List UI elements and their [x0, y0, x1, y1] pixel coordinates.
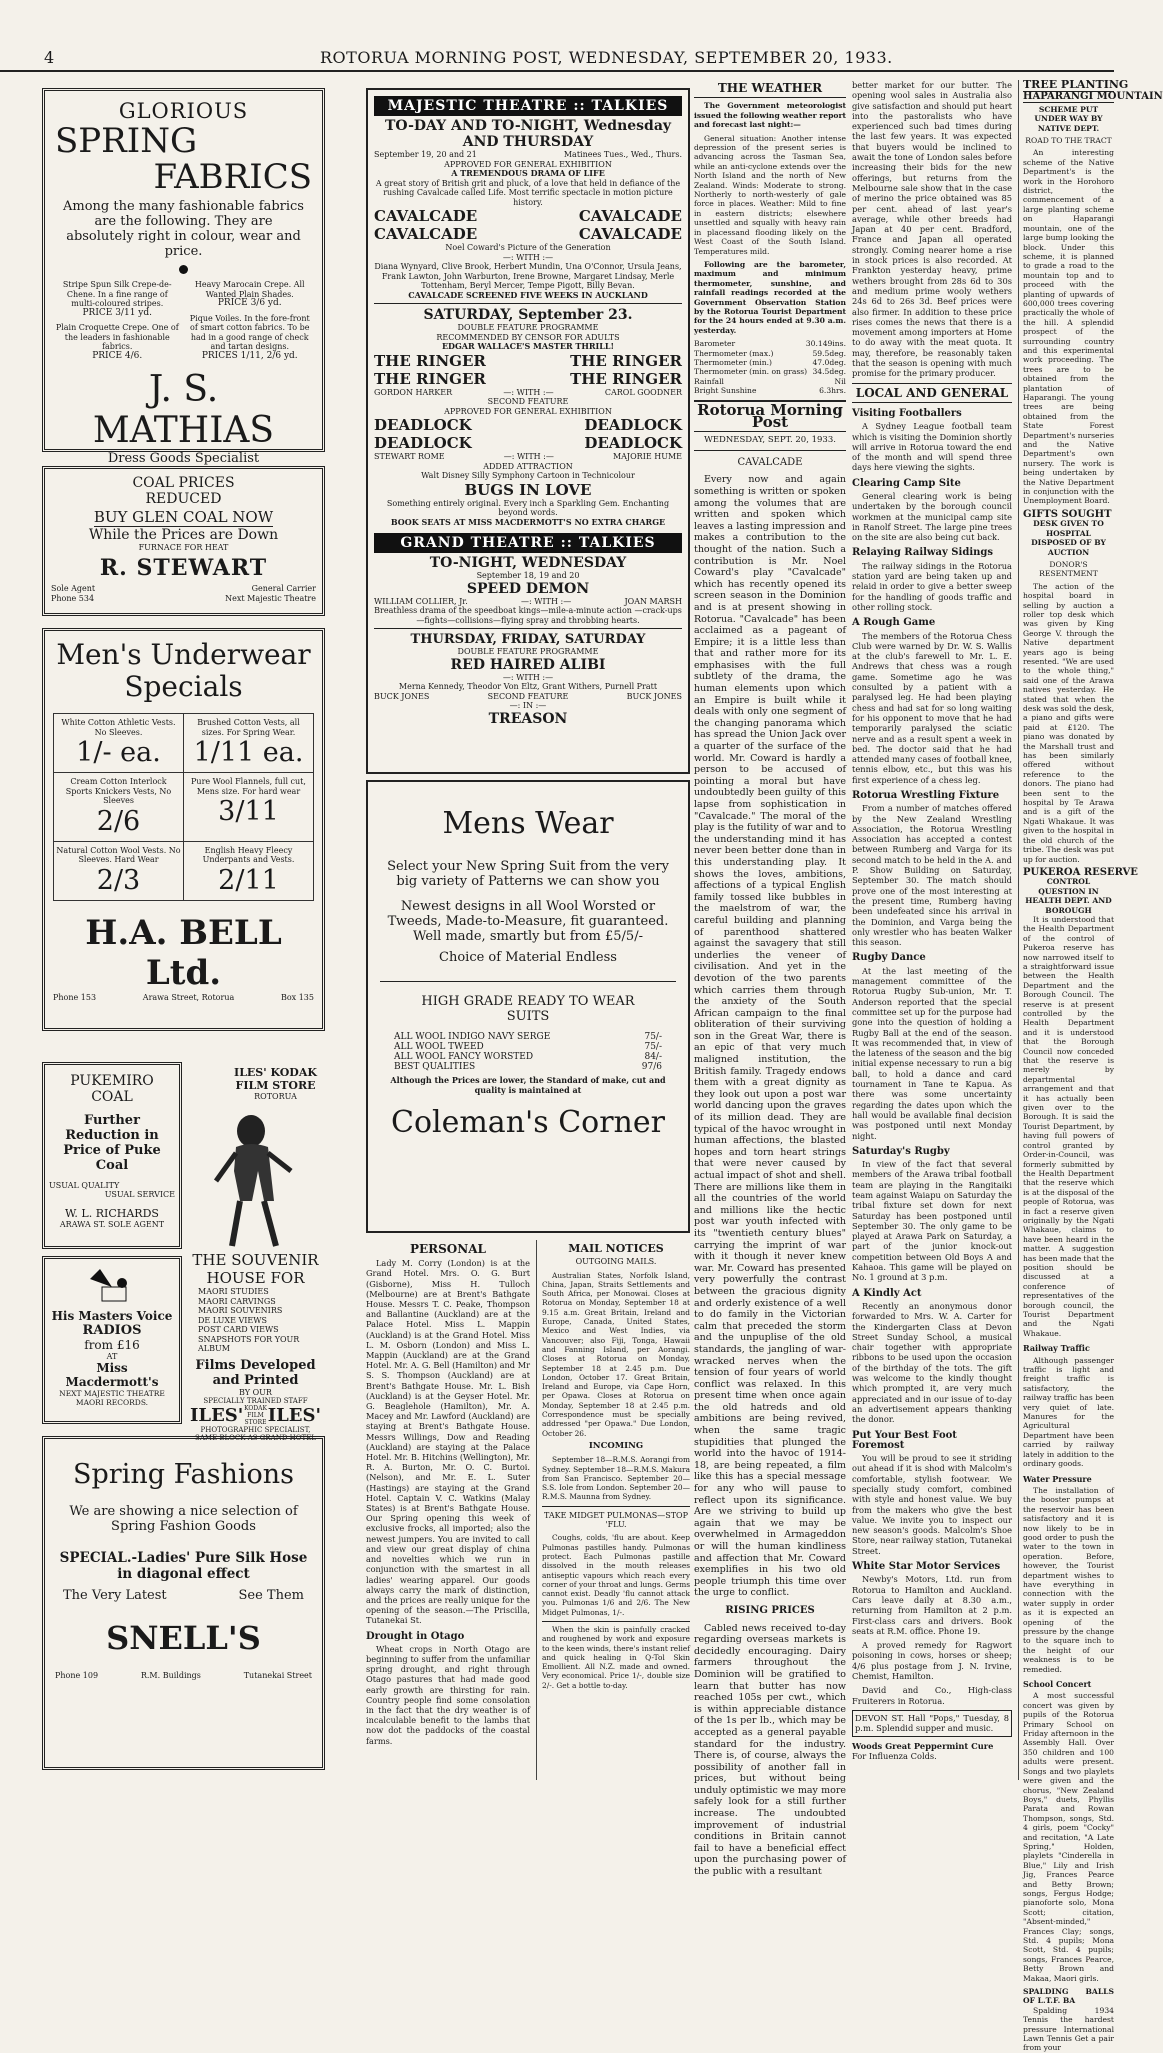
grand-second: SECOND FEATURE: [487, 691, 569, 701]
pukemiro-l2: COAL: [91, 1089, 133, 1105]
wx-0-v: 30.149ins.: [805, 339, 846, 349]
editorial-text: Every now and again something is written or spoken among the volumes that are written and spoken which leaves a lasting impression and makes a contribution to the thought of the nation. Such a contribution is Mr. Noel Coward's play "Cavalcade" which has recently opened its screen season in the Dominion and is at present showing in Rotorua. "Cavalcade" has been acclaimed as a pageant of Empire; it is a little less than that and rather more for its emphasises with the full subtlety of the drama, the human elements upon which an Empire is built while it deals with only one segment of the changing panorama which has spread the Union Jack over a quarter of the surface of the world. Mr. Coward is hardly a person to be accused of pointing a moral but have undoubtedly been guilty of this lapse from sophistication in "Cavalcade." The moral of the play is the futility of war and to the understanding mind it has never been better done than in this understanding play. It shows the loves, ambitions, affections of a typical English family tossed like bubbles in the maelstrom of war, the careful building and planning of parenthood shattered against the savagery that still underlies the veneer of civilisation. And yet in the devotion of the two parents which carries them through the anxiety of the South African campaign to the final obliteration of their surviving son in the Great War, there is an epic of that very much maligned institution, the British family. Tragedy endows them with a great dignity as they look out upon a post war world dancing upon the graves of its million dead. They are typical of the havoc wrought in human affections, the blasted hopes and torn heart strings that were never caused by actual impact of shot and shell. There are millions like them in all the countries of the world and millions like the hectic post war youth infected with its "twentieth century blues" carrying the imprint of war with it though it never knew war. Mr. Coward has presented very powerfully the contrast between the gracious dignity and orderly existence of a well to do family in the Victorian calm that preceded the storm and the unpuplise of the old standards, the jangling of war-wracked nerves when the tension of four years of world conflict was relaxed. In this present time when once again the old hatreds and old ambitions are being revived, when the same tragic stupidities that plunged the world into the havoc of 1914-18, are being repeated, a film like this has a special message for any who will pause to reflect upon its significance. Are we striving to build up again that we may be overwhelmed in Armageddon or will the human kindliness and affection that Mr. Coward exemplifies in his two old people triumph this time over the urge to conflict.: [694, 474, 846, 1599]
ringer-3: THE RINGER: [374, 369, 486, 388]
local-item-0-h: Visiting Footballers: [852, 407, 962, 419]
mail-text: Australian States, Norfolk Island, China, Japan, Straits Settlements and South Africa, per Monowai. Closes at Rotorua on Monday, September 18 at 9.15 a.m. Great Britain, Ireland and Europe, Canada, United States, Mexico and West Indies, via Vancouver; also Fiji, Tonga, Hawaii and Fanning Island, per Aorangi. Closes at Rotorua on Monday, September 18 at 2.45 p.m. Due London, October 17. Great Britain, Ireland and Europe, via Cape Horn, per Opawa. Closes at Rotorua on Monday, September 18 at 2.45 p.m. Correspondence must be specially addressed "per Opawa." Due London, October 26.: [542, 1270, 690, 1438]
pukemiro-name: W. L. RICHARDS: [65, 1207, 159, 1220]
mail-sub: OUTGOING MAILS.: [575, 1257, 657, 1267]
majestic-dfp: DOUBLE FEATURE PROGRAMME: [457, 323, 599, 332]
iles-h2: HOUSE FOR: [206, 1269, 305, 1287]
stewart-right1: General Carrier: [251, 584, 316, 593]
buck-jones-2: BUCK JONES: [626, 691, 682, 701]
wx-0-k: Barometer: [694, 339, 736, 349]
majestic-orig: Something entirely original. Every inch a Sparkling Gem. Enchanting beyond words.: [386, 498, 670, 517]
local-item-1-t: General clearing work is being undertaken by the borough council workmen at the municipal camp site in Ranolf Street. The large pine trees on the site are also being cut back.: [852, 490, 1012, 543]
ad-radios: [42, 1256, 182, 1424]
grand-treason: TREASON: [488, 710, 568, 727]
grand-with: —: WITH :—: [502, 672, 554, 682]
majestic-cast: Diana Wynyard, Clive Brook, Herbert Mundin, Una O'Connor, Ursula Jeans, Frank Lawton, John Warburton, Irene Browne, Margaret Lindsay, Merle Tottenham, Beryl Mercer, Tempe Pigott, Billy Bevan.: [374, 262, 682, 290]
mail-incoming: INCOMING: [588, 1440, 644, 1451]
ringer-2: THE RINGER: [570, 351, 682, 370]
ad-mathias-intro: Among the many fashionable fabrics are the following. They are absolutely right in colour, wear and price.: [63, 199, 304, 259]
iles-list-0: MAORI STUDIES: [198, 1287, 269, 1296]
coleman-name: Coleman's Corner: [391, 1105, 665, 1140]
bell-address: Arawa Street, Rotorua: [142, 992, 235, 1002]
with-1: —: WITH :—: [503, 387, 554, 397]
local-item-5-h: Rugby Dance: [852, 952, 926, 964]
bell-c5: Natural Cotton Wool Vests. No Sleeves. Hard Wear: [56, 845, 181, 864]
iles-list-4: POST CARD VIEWS: [198, 1325, 279, 1334]
editorial-paper: Rotorua Morning Post: [694, 400, 846, 432]
majestic-drama: A TREMENDOUS DRAMA OF LIFE: [451, 168, 605, 178]
suit-1-price: 75/-: [644, 1042, 662, 1052]
iles-staff: SPECIALLY TRAINED STAFF: [203, 1396, 308, 1405]
bell-phone: Phone 153: [53, 992, 97, 1002]
coleman-h: Mens Wear: [442, 806, 614, 841]
fabric-2-price: PRICE 3/6 yd.: [217, 298, 282, 308]
bell-p3: 2/6: [96, 805, 141, 837]
right-column: [1023, 78, 1163, 2053]
majestic-bar: MAJESTIC THEATRE :: TALKIES: [374, 96, 682, 116]
ad-snell: [42, 1433, 325, 1770]
ad-stewart-l4: While the Prices are Down: [88, 527, 279, 543]
snell-street: Tutanekai Street: [243, 1671, 312, 1680]
ad-stewart-l3: BUY GLEN COAL NOW: [93, 508, 274, 526]
snell-t4b: See Them: [238, 1588, 304, 1603]
wx-1-v: 59.5deg.: [812, 348, 846, 358]
gramophone-icon: [82, 1265, 142, 1305]
fabric-4: Pique Voiles. In the fore-front of smart cotton fabrics. To be had in a good range of check and tartan designs.: [189, 313, 310, 351]
fabric-3-price: PRICE 4/6.: [92, 350, 143, 361]
majestic-appr2: APPROVED FOR GENERAL EXHIBITION: [444, 406, 612, 416]
right-h8: PUKEROA RESERVE: [1023, 866, 1138, 878]
local-tail4: Woods Great Peppermint Cure: [852, 1740, 994, 1751]
grand-dfp: DOUBLE FEATURE PROGRAMME: [457, 647, 599, 656]
iles-name-left: ILES': [190, 1404, 244, 1426]
pukemiro-l3: Further Reduction in Price of Puke Coal: [63, 1113, 161, 1173]
iles-top: ILES' KODAK FILM STORE: [234, 1066, 317, 1092]
right-h5: GIFTS SOUGHT: [1023, 508, 1112, 520]
radios-l1: His Masters Voice: [51, 1309, 173, 1323]
fabric-3: Plain Croquette Crepe. One of the leaders in fashionable fabrics.: [55, 323, 179, 351]
grand-red: RED HAIRED ALIBI: [450, 656, 606, 673]
iles-h1: THE SOUVENIR: [192, 1251, 319, 1269]
snell-t3: SPECIAL.-Ladies' Pure Silk Hose in diagonal effect: [59, 1550, 308, 1582]
local-item-1-h: Clearing Camp Site: [852, 477, 961, 489]
right-t4: Although passenger traffic is light and freight traffic is satisfactory, the railway traffic has been very quiet of late. Manures for the Agricultural Department have been carried by railway lately in addition to the ordinary goods.: [1023, 1355, 1114, 1469]
pukemiro-l4: USUAL QUALITY: [49, 1181, 120, 1190]
local-item-0-t: A Sydney League football team which is visiting the Dominion shortly will arrive in Rotorua toward the end of the month and will spend three days here viewing the sights.: [852, 421, 1012, 473]
right-h10: Railway Traffic: [1023, 1343, 1090, 1354]
with-2: —: WITH :—: [503, 452, 554, 461]
ad-mathias-name: J. S. MATHIAS: [92, 369, 275, 451]
right-h12: School Concert: [1023, 1679, 1092, 1690]
majorie-hume: MAJORIE HUME: [612, 452, 682, 461]
local-item-5-t: At the last meeting of the management committee of the Rotorua Rugby Sub-union, Mr. T. Anderson reported that the special committee set up for the purpose had gone into the question of holding a Rugby Ball at the end of the season. It was recommended that, in view of the lateness of the season and the big initial expense necessary to run a big ball, to hold a dance and card tournament in Tane te Kapua. As there was some uncertainty regarding the dates upon which the hall would be available final decision was postponed until next Monday night.: [852, 965, 1012, 1141]
local-item-2-t: The railway sidings in the Rotorua station yard are being taken up and relaid in order to give a better sweep for the handling of goods traffic and other rolling stock.: [852, 560, 1012, 612]
iles-by: BY OUR: [239, 1387, 272, 1397]
ad-theatres: [366, 88, 690, 774]
local-heading: LOCAL AND GENERAL: [855, 385, 1009, 400]
radios-l7: MAORI RECORDS.: [75, 1398, 149, 1407]
wx-2-v: 47.0deg.: [812, 357, 846, 367]
right-t2: The action of the hospital board in selling by auction a roller top desk which was given by King George V. through the Native department years ago is being resented. "We are used to the whole thing," said one of the Arawa natives yesterday. He stated that when the desk was sold the desk, a piano and gifts were paid at £120. The piano was donated by the Marshall trust and has been similarly offered without reference to the donors. The piano had been sent to the hospital by Te Arawa and is a gift of the Ngati Whakaue. It was given to the hospital in the old church of the tribe. The desk was put up for auction.: [1023, 581, 1114, 864]
ad-bell-name: H.A. BELL Ltd.: [85, 912, 282, 993]
maori-figure-illustration: [190, 1101, 321, 1251]
local-item-2-h: Relaying Railway Sidings: [852, 547, 994, 559]
majestic-noel: Noel Coward's Picture of the Generation: [445, 243, 611, 252]
majestic-mat: Matinees Tues., Wed., Thurs.: [563, 150, 682, 159]
stewart-left1: Sole Agent: [51, 584, 96, 593]
suit-3-price: 97/6: [641, 1062, 662, 1072]
majestic-bugs: BUGS IN LOVE: [464, 480, 592, 499]
right-t3: It is understood that the Health Department of the control of Pukeroa reserve has now narrowed itself to a straightforward issue between the Health Department and the Borough Council. The reserve is at present controlled by the Health Department and it is understood that the Borough Council now conceded that the reserve is merely by departmental arrangement and that it has actually been given over to the Borough. It is said the Tourist Department, by having full powers of control granted by Order-in-Council, was formerly submitted by the Health Department that the reserve which is at the disposal of the people of Rotorua, was in fact a reserve given originally by the Ngati Whakaue, claims to have been heard in the matter. A suggestion has been made that the position should be discussed at a conference of representatives of the borough council, the Tourist Department and the Ngati Whakaue.: [1023, 914, 1114, 1338]
stewart-phone: Phone 534: [51, 593, 95, 603]
grand-desc: Breathless drama of the speedboat kings—mile-a-minute action —crack-ups—fights—collisions—flying spray and throbbing hearts.: [374, 606, 682, 625]
grand-h1: TO-NIGHT, WEDNESDAY: [429, 555, 627, 571]
personal-text: Lady M. Corry (London) is at the Grand Hotel. Mrs. O. G. Burt (Gisborne), Miss H. Tulloch (Melbourne) are at Brent's Bathgate House. Messrs T. C. Peake, Thompson and Ballantine (Auckland) are at the Palace Hotel. Miss L. Mappin (Auckland) is at the Grand Hotel. Miss L. M. Osborn (London) and Miss L. Mappin (Auckland) are at the Grand Hotel. Mr. A. G. Bell (Hamilton) and Mr S. S. Thompson (Auckland) are at Brent's Bathgate House. Mr. L. Bish (Auckland) is at the Geyser Hotel. Mr. G. Beaglehole (Hamilton), Mr. A. Macey and Mr. Lawford (Auckland) are staying at Brent's Bathgate House. Messrs Willings, Dow and Reading (Auckland) are staying at the Palace Hotel. Mr. B. Hitchins (Wellington), Mr. R. A. Burton, Mr. O. C. Burtoi. (Nelson), and Mr. E. L. Suter (Hastings) are staying at the Grand Hotel. Captain V. C. Watkins (Malay States) is at Brent's Bathgate House. Our Spring opening this week of exclusive frocks, all imported; also the newest jumpers. You are invited to call and view our great display of china and novelties which we run in conjunction with the smartest in all ladies' wearing apparel. Our goods always carry the mark of distinction, and the prices are really unique for the opening of the season.—The Priscilla, Tutanekai St.: [366, 1258, 530, 1626]
right-t1: An interesting scheme of the Native Department's is the work in the Horohoro district, the commencement of a large planting scheme on Haparangi mountain, one of the large bump looking the block. Under this scheme, it is planned to grade a road to the mountain top and to proceed with the planting of upwards of 600,000 trees covering practically the whole of the hill. A splendid prospect of the surrounding country and this experimental work proceeding. The trees are to be obtained from the plantation of Haparangi. The young trees are being obtained from the State Forest Department's nurseries and the Native Department's own nursery. The work is being undertaken by the Native Department in conjunction with the Unemployment Board.: [1023, 148, 1114, 506]
iles-list-5: SNAPSHOTS FOR YOUR ALBUM: [198, 1334, 300, 1353]
local-item-6-t: In view of the fact that several members of the Arawa tribal football team are playing in the Rangitaiki team against Waiapu on Saturday the tribal fixture set down for next Saturday has been postponed until September 30. The only game to be played at Arawa Park on Saturday, a part of the junior knock-out competition between Old Boys A and Kahaoa. This game will be played on No. 1 ground at 3 p.m.: [852, 1159, 1012, 1283]
joan-marsh: JOAN MARSH: [624, 596, 682, 606]
bell-c4: Pure Wool Flannels, full cut, Mens size. For hard wear: [191, 777, 306, 796]
pukemiro-l5: USUAL SERVICE: [104, 1190, 175, 1199]
snell-building: R.M. Buildings: [140, 1671, 201, 1680]
majestic-edgar: EDGAR WALLACE'S MASTER THRILL!: [441, 341, 615, 351]
majestic-sat: SATURDAY, September 23.: [423, 307, 633, 323]
editorial-date: WEDNESDAY, SEPT. 20, 1933.: [704, 435, 836, 446]
ad-stewart-l5: FURNACE FOR HEAT: [138, 543, 229, 552]
radios-l5: Miss Macdermott's: [65, 1361, 159, 1389]
editorial-heading: CAVALCADE: [737, 456, 803, 468]
local-item-8-h: Put Your Best Foot Foremost: [852, 1429, 957, 1451]
ad-stewart: [42, 466, 325, 616]
ad-coleman: [366, 780, 690, 1233]
ad-bell-t1: Men's Underwear: [56, 638, 311, 671]
drought-heading: Drought in Otago: [366, 1630, 465, 1642]
local-item-9-h: White Star Motor Services: [852, 1561, 1001, 1573]
ad-stewart-l1: COAL PRICES: [132, 475, 235, 491]
bell-p6: 2/11: [218, 864, 279, 896]
majestic-appr: APPROVED FOR GENERAL EXHIBITION: [444, 159, 612, 169]
wx-1-k: Thermometer (max.): [694, 348, 774, 358]
bell-p4: 3/11: [218, 796, 279, 827]
local-cont: better market for our butter. The opening wool sales in Australia also give satisfaction and should put heart into the pastoralists who have experienced such bad times during the last few years. It was expected that buyers would be inclined to await the tone of London sales before increasing their bids for the new offerings, but returns from the Melbourne sale show that in the case of merino the price obtained was 85 per cent. ahead of last year's average, while other breeds had Japan at 40 per cent. Bradford, France and Japan all operated strongly. Coming nearer home a rise in stock prices is also recorded. At Frankton yesterday heavy, prime wethers brought from 28s 6d to 30s and medium prime wooly wethers 24s 6d to 26s 3d. Beef prices were also firmer. In addition to these price rises comes the news that there is a movement among importers at Home to do away with the meat quota. It may, therefore, be reasonably taken that the season is opening with much promise for the primary producer.: [852, 80, 1012, 379]
cavalcade-2: CAVALCADE: [578, 207, 682, 225]
ad-mathias-l2: SPRING: [55, 121, 198, 161]
local-item-9-t: Newby's Motors, Ltd. run from Rotorua to Hamilton and Auckland. Cars leave daily at 8.30 a.m., returning from Hamilton at 2 p.m. First-class cars and drivers. Book seats at R.M. office. Phone 19.: [852, 1574, 1012, 1636]
right-h7: DONOR'S RESENTMENT: [1039, 559, 1098, 579]
local-item-3-t: The members of the Rotorua Chess Club were warned by Dr. W. S. Wallis at the club's farewell to Mr. L. E. Andrews that chess was a rough game. Sometime ago he was consulted by a patient with a paralysed leg. He had been playing chess and had sat for so long waiting for his opponent to move that he had temporarily paralysed the sciatic nerve and as a result spent a week in bed. The doctor said that he had attended many cases of football knee, tennis elbow, etc., but this was his first experience of a chess leg.: [852, 630, 1012, 785]
ad-mathias: [42, 88, 325, 466]
right-h13: SPALDING BALLS OF L.T.F. BA: [1023, 1987, 1114, 2006]
deadlock-2: DEADLOCK: [584, 416, 682, 434]
right-t5: The installation of the booster pumps at the reservoir has been satisfactory and it is now likely to be in good order to push the water to the town in operation. Before, however, the Tourist department wishes to have everything in connection with the water supply in order as it is expected an opening of the pressure by the change to the square inch to the height of our weakness is to be remedied.: [1023, 1485, 1114, 1674]
coleman-p1: Select your New Spring Suit from the very big variety of Patterns we can show you: [387, 859, 669, 889]
ad-pukemiro: [42, 1062, 182, 1249]
local-item-6-h: Saturday's Rugby: [852, 1145, 950, 1157]
majestic-with: —: WITH :—: [502, 252, 554, 262]
bell-c6: English Heavy Fleecy Underpants and Vests.: [202, 845, 295, 864]
ad-iles: [186, 1062, 325, 1442]
local-column: [852, 80, 1012, 1775]
mail-heading: MAIL NOTICES: [568, 1242, 664, 1255]
iles-list-2: MAORI SOUVENIRS: [198, 1306, 283, 1315]
radios-l4: AT: [106, 1352, 118, 1361]
local-item-4-h: Rotorua Wrestling Fixture: [852, 790, 1000, 801]
personal-heading: PERSONAL: [410, 1242, 486, 1256]
ad-mathias-l1: GLORIOUS: [118, 99, 249, 123]
iles-list-3: DE LUXE VIEWS: [198, 1315, 267, 1325]
snell-phone: Phone 109: [55, 1671, 99, 1680]
local-item-4-t: From a number of matches offered by the New Zealand Wrestling Association, the Rotorua Wrestling Association has accepted a contest between Rumberg and Varga for its second match to be held in the A. and P. Show Building on Saturday, September 30. The match should prove one of the most interesting at the present time, Rumberg having been undefeated since his arrival in the Dominion, and Varga being the only wrestler who has beaten Walker this season.: [852, 803, 1012, 948]
ad-mathias-l3: FABRICS: [153, 157, 312, 197]
bell-c3: Cream Cotton Interlock Sports Knickers Vests, No Sleeves: [65, 777, 172, 805]
deadlock-3: DEADLOCK: [374, 434, 472, 452]
local-tail1: A proved remedy for Ragwort poisoning in cows, horses or sheep; 4/6 plus postage from J. N. Irvine, Chemist, Hamilton.: [852, 1640, 1012, 1682]
weather-column: [694, 80, 846, 410]
grand-bar: GRAND THEATRE :: TALKIES: [374, 533, 682, 553]
snell-name: SNELL'S: [106, 1619, 261, 1657]
pulmonas-text: Coughs, colds, 'flu are about. Keep Pulmonas pastilles handy. Pulmonas protect. Each Pulmonas pastille dissolved in the mouth releases antiseptic vapours which reach every corner of your throat and lungs. Germs cannot exist. Deadly 'flu cannot attack you. Pulmonas 1/6 and 2/6. The New Midget Pulmonas, 1/-.: [542, 1533, 690, 1617]
suit-3-name: BEST QUALITIES: [394, 1062, 476, 1072]
wx-4-v: Nil: [834, 376, 846, 386]
qtol-text: When the skin is painfully cracked and roughened by work and exposure to the keen winds, there's instant relief and quick healing in Q-Tol Skin Emollient. All N.Z. made and owned. Very economical. Price 1/-, double size 2/-. Get a bottle to-day.: [542, 1624, 690, 1690]
cavalcade-4: CAVALCADE: [578, 225, 682, 243]
fabric-2: Heavy Marocain Crepe. All Wanted Plain Shades.: [194, 280, 305, 299]
coleman-h2: HIGH GRADE READY TO WEAR SUITS: [421, 994, 635, 1024]
bell-p2: 1/11 ea.: [193, 737, 304, 768]
snell-t4a: The Very Latest: [63, 1588, 167, 1603]
weather-text: General situation: Another intense depression of the present series is advancing across the Tasman Sea, while an anti-cyclone extends over the North Island and the north of New Zealand. Winds: Moderate to strong. Northerly to north-westerly of gale force in places. Weather: Mild to fine in eastern districts; elsewhere unsettled and squally with heavy rain in placessand flooding likely on the West Coast of the South Island. Temperatures mild.: [694, 133, 846, 256]
grand-thu: THURSDAY, FRIDAY, SATURDAY: [410, 632, 646, 647]
with-3: —: WITH :—: [521, 596, 572, 606]
weather-obs: Following are the barometer, maximum and minimum thermometer, sunshine, and rainfall readings recorded at the Government Observation Station by the Rotorua Tourist Department for the 24 hours ended at 9.30 a.m. yesterday.: [694, 259, 846, 335]
wx-5-k: Bright Sunshine: [694, 386, 757, 396]
ad-stewart-l2: REDUCED: [145, 491, 222, 507]
wx-3-k: Thermometer (min. on grass): [694, 367, 808, 377]
suit-2-price: 84/-: [644, 1052, 662, 1062]
right-t7: Spalding 1934 Tennis the hardest pressure International Lawn Tennis Get a pair from your: [1023, 2005, 1114, 2053]
bell-p5: 2/3: [96, 864, 141, 896]
majestic-disney: Walt Disney Silly Symphony Cartoon in Technicolour: [421, 471, 635, 480]
majestic-added: ADDED ATTRACTION: [483, 461, 573, 471]
personal-column: [366, 1240, 530, 1775]
grand-in: —: IN :—: [509, 701, 547, 710]
right-h3: SCHEME PUT UNDER WAY BY NATIVE DEPT.: [1034, 104, 1103, 133]
weather-intro: The Government meteorologist issued the following weather report and forecast last night:—: [694, 101, 846, 130]
snell-t1: Spring Fashions: [73, 1459, 294, 1490]
william-collier: WILLIAM COLLIER, Jr.: [374, 596, 468, 606]
fabric-1-price: PRICE 3/11 yd.: [82, 307, 152, 318]
iles-name-right: ILES': [267, 1404, 321, 1426]
bell-box: Box 135: [280, 992, 314, 1002]
right-h1: TREE PLANTING: [1023, 78, 1129, 91]
pukemiro-sub: ARAWA ST. SOLE AGENT: [59, 1220, 165, 1229]
bullet-icon: [179, 265, 188, 274]
majestic-story: A great story of British grit and pluck, of a love that held in defiance of the rushing Cavalcade called Life. Most terrific spectacle in motion picture history.: [375, 178, 681, 207]
local-tail3: DEVON ST. Hall "Pops," Tuesday, 8 p.m. Splendid supper and music.: [852, 1710, 1012, 1737]
coleman-p2: Newest designs in all Wool Worsted or Tweeds, Made-to-Measure, fit guaranteed. Well made, smartly but from £5/5/-: [387, 899, 669, 944]
local-item-8-t: You will be proud to see it striding out ahead if it is shod with Malcolm's comfortable, stylish footwear. We specially study comfort, combined with style and honest value. We buy from the makers who give the best value. We invite you to inspect our new season's goods. Malcolm's Shoe Store, near railway station, Tutanekai Street.: [852, 1453, 1012, 1556]
bell-c2: Brushed Cotton Vests, all sizes. For Spring Wear.: [197, 718, 300, 737]
majestic-dates: September 19, 20 and 21: [374, 150, 477, 159]
mail-column: [542, 1240, 690, 1775]
local-item-7-h: A Kindly Act: [852, 1287, 922, 1299]
local-item-7-t: Recently an anonymous donor forwarded to Mrs. W. A. Carter for the Kindergarten Class at Devon Street Sunday School, a musical chair together with appropriate ribbons to be used upon the occasion of the birthday of the tots. The gift was welcome to the kindly thought which prompted it, are very much appreciated and in our issue of to-day an advertisement appears thanking the donor.: [852, 1300, 1012, 1425]
coleman-p3: Choice of Material Endless: [439, 950, 617, 965]
suit-0-name: ALL WOOL INDIGO NAVY SERGE: [394, 1032, 551, 1042]
wx-4-k: Rainfall: [694, 376, 724, 386]
page-number: 4: [44, 48, 55, 67]
deadlock-1: DEADLOCK: [374, 416, 472, 434]
suit-0-price: 75/-: [644, 1032, 662, 1042]
cavalcade-3: CAVALCADE: [374, 225, 478, 243]
gordon-harker: GORDON HARKER: [374, 387, 453, 397]
right-h4: ROAD TO THE TRACT: [1025, 136, 1112, 146]
suit-2-name: ALL WOOL FANCY WORSTED: [394, 1052, 534, 1062]
local-item-3-h: A Rough Game: [852, 617, 936, 629]
editorial-column: [694, 400, 846, 1878]
grand-cast: Merna Kennedy, Theodor Von Eltz, Grant Withers, Purnell Pratt: [398, 682, 658, 691]
snell-t2: We are showing a nice selection of Spring Fashion Goods: [69, 1504, 298, 1534]
iles-same: SAME BLOCK AS GRAND HOTEL: [195, 1433, 316, 1442]
ringer-1: THE RINGER: [374, 351, 486, 370]
mail-text2: September 18—R.M.S. Aorangi from Sydney. September 18—R.M.S. Makura from San Francisco. September 20—S.S. Iole from London. September 20—R.M.S. Maunna from Sydney.: [542, 1455, 690, 1502]
right-h6: DESK GIVEN TO HOSPITAL DISPOSED OF BY AUCTION: [1031, 519, 1106, 557]
weather-heading: THE WEATHER: [717, 81, 823, 95]
majestic-second: SECOND FEATURE: [487, 397, 569, 406]
grand-speed: SPEED DEMON: [466, 580, 590, 597]
iles-kodak: KODAK FILM STORE: [244, 1404, 267, 1426]
price-table: [53, 713, 314, 901]
wx-2-k: Thermometer (min.): [694, 357, 772, 367]
drought-text: Wheat crops in North Otago are beginning to suffer from the unfamiliar spring drought, and right through Otago pastures that had made good early growth are thirsting for rain. Country people find some consolation in the fact that the dry weather is of incalculable benefit to the lambs that now dot the paddocks of the coastal farms.: [366, 1643, 530, 1746]
coleman-note: Although the Prices are lower, the Standard of make, cut and quality is maintained at: [390, 1075, 666, 1095]
ad-bell-t2: Specials: [124, 670, 243, 703]
right-t6: A most successful concert was given by pupils of the Rotorua Primary School on Friday afternoon in the Assembly Hall. Over 350 children and 100 adults were present. Songs and two playlets were given and the chorus, "New Zealand Boys," duets, Phyllis Parata and Rowan Thompson, songs, Std. 4 girls, poem "Cocky" and recitation, "A Late Spring," Holden, playlets "Cinderella in Blue," Lily and Irish Jig, Frances Pearce and Betty Brown; songs, Fergus Hodge; pianoforte solo, Mona Scott; citation, "Absent-minded," Frances Clay; songs, Std. 4 pupils; Mona Scott, Std. 4 pupils; songs, Frances Pearce, Betty Brown and Makaa, Maori girls.: [1023, 1691, 1114, 1983]
pukemiro-l1: PUKEMIRO: [70, 1073, 154, 1089]
ad-bell: [42, 628, 325, 1031]
rising-text: Cabled news received to-day regarding overseas markets is decidedly encouraging. Dairy farmers throughout the Dominion will be gratified to learn that butter has now reached 105s per cwt., which is within appreciable distance of the 1s per lb., which may be accepted as a general payable standard for the industry. There is, of course, always the possibility of another fall in prices, but without being unduly optimistic we may more safely look for a still further increase. The undoubted improvement of industrial conditions in Britain cannot fail to have a beneficial effect upon the purchasing power of the public with a resultant: [694, 1622, 846, 1878]
iles-list-1: MAORI CARVINGS: [198, 1296, 276, 1306]
stewart-rome: STEWART ROME: [374, 452, 445, 461]
fabric-1: Stripe Spun Silk Crepe-de-Chene. In a fine range of multi-coloured stripes.: [62, 280, 172, 308]
wx-5-v: 6.3hrs.: [819, 386, 846, 396]
rising-heading: RISING PRICES: [725, 1604, 815, 1616]
cavalcade-1: CAVALCADE: [374, 207, 478, 225]
iles-sub: ROTORUA: [254, 1092, 297, 1101]
bell-c1: White Cotton Athletic Vests. No Sleeves.: [61, 718, 176, 737]
suit-1-name: ALL WOOL TWEED: [394, 1042, 484, 1052]
wx-3-v: 34.5deg.: [812, 367, 846, 377]
grand-dates: September 18, 19 and 20: [476, 571, 580, 580]
masthead: [0, 44, 1114, 72]
majestic-screened: CAVALCADE SCREENED FIVE WEEKS IN AUCKLAND: [408, 289, 648, 300]
ad-mathias-sub: Dress Goods Specialist: [107, 451, 260, 466]
radios-l6: NEXT MAJESTIC THEATRE: [59, 1389, 165, 1398]
deadlock-4: DEADLOCK: [584, 434, 682, 452]
ad-stewart-name: R. STEWART: [99, 555, 268, 581]
buck-jones-1: BUCK JONES: [374, 691, 430, 701]
bell-p1: 1/- ea.: [76, 737, 161, 768]
right-h2: HAPARANGI MOUNTAIN: [1023, 91, 1163, 103]
right-h11: Water Pressure: [1023, 1473, 1092, 1484]
iles-photo: PHOTOGRAPHIC SPECIALIST,: [200, 1425, 311, 1434]
majestic-rec: RECOMMENDED BY CENSOR FOR ADULTS: [436, 332, 620, 342]
stewart-right2: Next Majestic Theatre: [225, 593, 316, 603]
majestic-book: BOOK SEATS AT MISS MACDERMOTT'S NO EXTRA CHARGE: [390, 516, 666, 527]
majestic-h1: TO-DAY AND TO-NIGHT, Wednesday AND THURSDAY: [384, 118, 672, 150]
radios-l3: from £16: [84, 1338, 140, 1352]
ringer-4: THE RINGER: [570, 369, 682, 388]
carol-goodner: CAROL GOODNER: [604, 387, 682, 397]
iles-fd: Films Developed and Printed: [195, 1357, 316, 1388]
fabric-4-price: PRICES 1/11, 2/6 yd.: [201, 350, 298, 361]
pulmonas-heading: TAKE MIDGET PULMONAS—STOP 'FLU.: [544, 1510, 688, 1530]
local-tail2: David and Co., High-class Fruiterers in Rotorua.: [852, 1685, 1012, 1706]
right-h9: CONTROL QUESTION IN HEALTH DEPT. AND BOROUGH: [1025, 877, 1112, 915]
newspaper-title: ROTORUA MORNING POST, WEDNESDAY, SEPTEMBER 20, 1933.: [320, 48, 893, 67]
radios-l2: RADIOS: [82, 1323, 142, 1338]
local-tail5: For Influenza Colds.: [852, 1750, 937, 1761]
